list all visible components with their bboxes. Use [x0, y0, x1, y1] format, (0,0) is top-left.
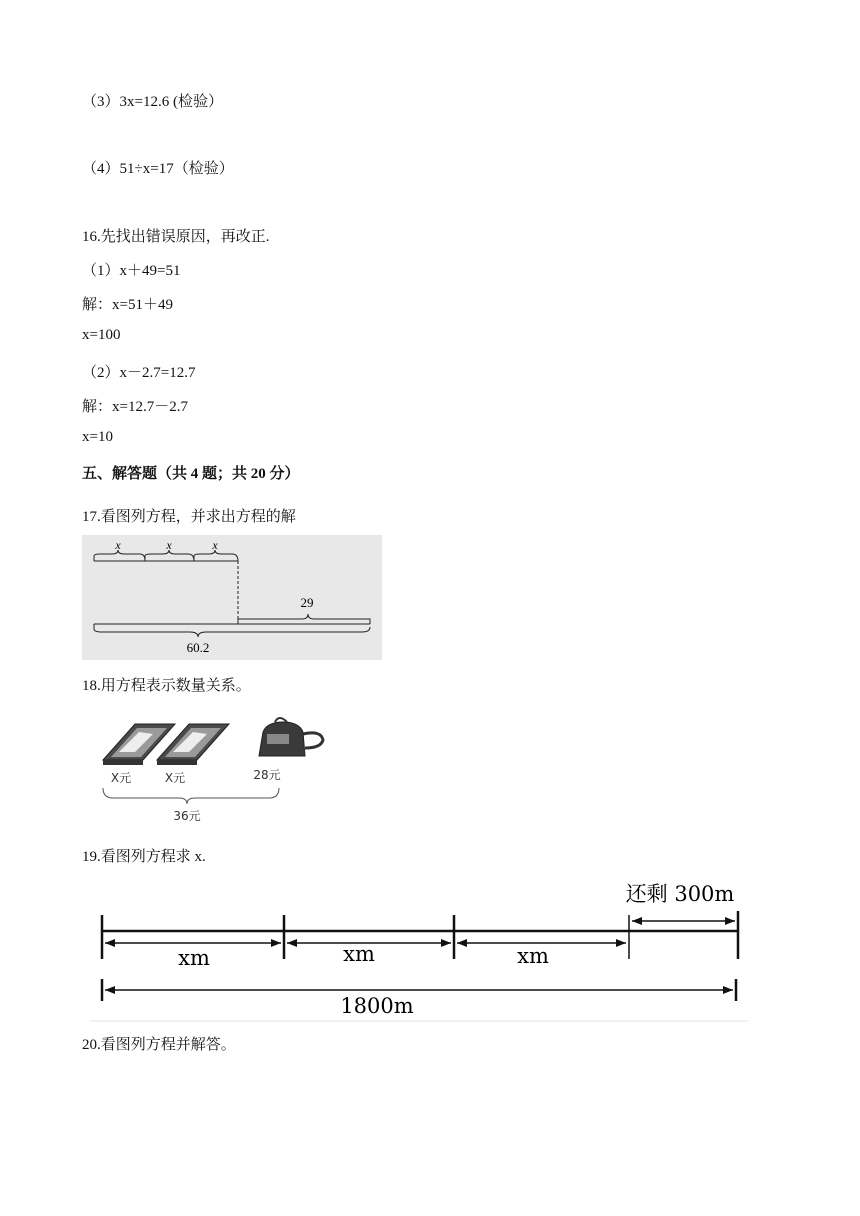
fig19-label-segment-3: xm [517, 944, 549, 968]
school-bag-icon [259, 718, 323, 756]
question-18: 18.用方程表示数量关系。 [82, 678, 251, 694]
fig19-label-remaining: 还剩 300m [625, 882, 735, 906]
fig19-label-segment-2: xm [343, 942, 375, 966]
question-20: 20.看图列方程并解答。 [82, 1037, 236, 1053]
line-q15-4: （4）51÷x=17（检验） [82, 161, 234, 177]
figure-18-diagram [95, 712, 335, 827]
question-16: 16.先找出错误原因，再改正. [82, 229, 270, 245]
q16-part-1-solution: 解：x=51＋49 [82, 297, 173, 313]
fig19-label-total: 1800m [340, 994, 414, 1018]
question-19: 19.看图列方程求 x. [82, 849, 206, 865]
fig18-label-pencil-box-1: X元 [110, 771, 132, 785]
fig18-label-total: 36元 [173, 809, 201, 823]
fig18-label-bag: 28元 [253, 768, 281, 782]
q16-part-2: （2）x－2.7=12.7 [82, 365, 196, 381]
section-5-heading: 五、解答题（共 4 题；共 20 分） [82, 466, 300, 482]
fig17-label-x-3: x [212, 538, 218, 552]
q16-part-1: （1）x＋49=51 [82, 263, 181, 279]
figure-17-diagram [82, 535, 382, 660]
q16-part-2-result: x=10 [82, 429, 113, 445]
q16-part-2-solution: 解：x=12.7－2.7 [82, 399, 188, 415]
question-17: 17.看图列方程，并求出方程的解 [82, 509, 296, 525]
figure-19-diagram [90, 873, 750, 1023]
fig19-label-segment-1: xm [178, 946, 210, 970]
line-q15-3: （3）3x=12.6 (检验） [82, 94, 223, 110]
q16-part-1-result: x=100 [82, 327, 121, 343]
fig17-label-x-2: x [166, 538, 172, 552]
fig18-label-pencil-box-2: X元 [164, 771, 186, 785]
fig17-label-x-1: x [115, 538, 121, 552]
fig17-label-29: 29 [300, 595, 314, 610]
fig17-label-total: 60.2 [186, 640, 210, 655]
